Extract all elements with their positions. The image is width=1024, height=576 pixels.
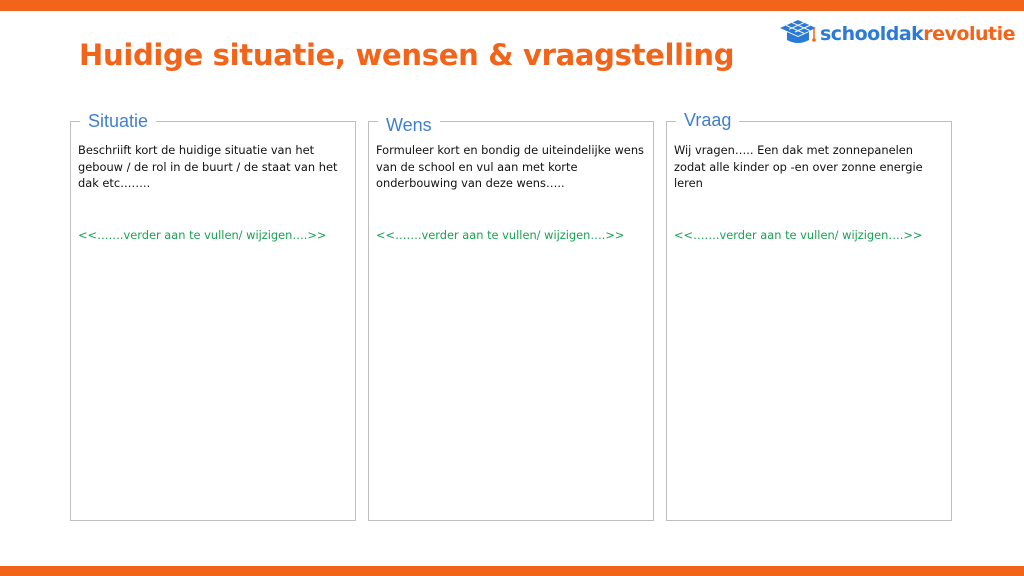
panel-vraag xyxy=(666,110,952,521)
fill-in-placeholder[interactable]: <<…….verder aan te vullen/ wijzigen….>> xyxy=(376,228,625,242)
panel-body-text[interactable]: Beschriift kort de huidige situatie van het gebouw / de rol in de buurt / de staat van het dak etc…….. xyxy=(78,143,338,190)
panel-situatie xyxy=(70,111,356,521)
slide-title: Huidige situatie, wensen & vraagstelling xyxy=(79,38,735,72)
top-accent-bar xyxy=(0,0,1024,11)
fill-in-placeholder[interactable]: <<…….verder aan te vullen/ wijzigen….>> xyxy=(674,228,923,242)
brand-logo xyxy=(778,19,1018,51)
panel-label: Vraag xyxy=(676,109,739,131)
panel-body-text[interactable]: Wij vragen….. Een dak met zonnepanelen zodat alle kinder op -en over zonne energie leren xyxy=(674,143,923,190)
graduation-cap-solar-panel-icon xyxy=(778,19,820,49)
fill-in-placeholder[interactable]: <<…….verder aan te vullen/ wijzigen….>> xyxy=(78,228,327,242)
panel-body-text[interactable]: Formuleer kort en bondig de uiteindelijke wens van de school en vul aan met korte onderbouwing van deze wens….. xyxy=(376,143,644,190)
panel-label: Wens xyxy=(378,114,440,136)
logo-text-schooldak: schooldak xyxy=(820,23,924,45)
logo-text-revolutie: revolutie xyxy=(923,23,1015,45)
panel-label: Situatie xyxy=(80,110,156,132)
bottom-accent-bar xyxy=(0,566,1024,576)
panel-wens xyxy=(368,115,654,521)
